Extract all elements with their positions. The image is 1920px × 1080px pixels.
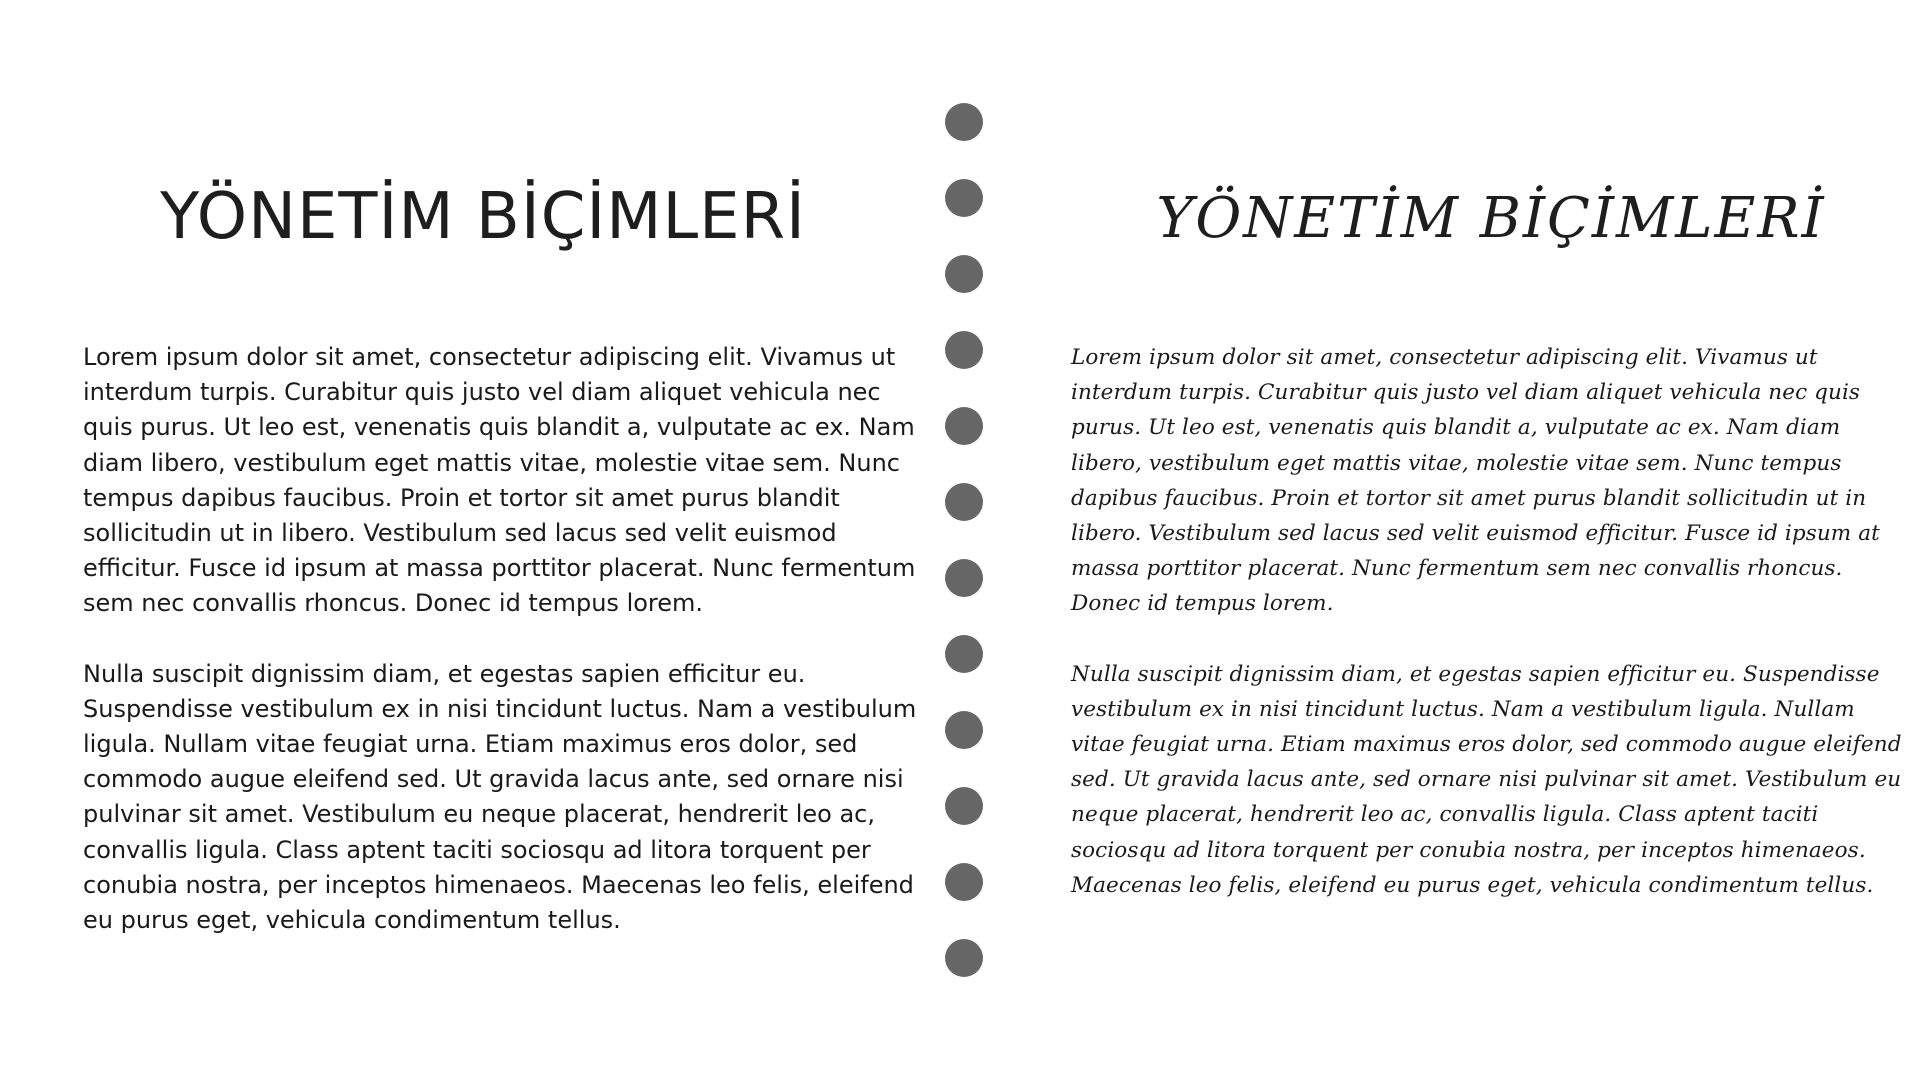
divider-dot <box>945 635 983 673</box>
divider-dot <box>945 711 983 749</box>
divider-dot <box>945 407 983 445</box>
left-paragraph-1: Lorem ipsum dolor sit amet, consectetur adipiscing elit. Vivamus ut interdum turpis. Curabitur quis justo vel diam aliquet vehicula nec quis purus. Ut leo est, venenatis quis blandit a, vulputate ac ex. Nam diam libero, vestibulum eget mattis vitae, molestie vitae sem. Nunc tempus dapibus faucibus. Proin et tortor sit amet purus blandit sollicitudin ut in libero. Vestibulum sed lacus sed velit euismod efficitur. Fusce id ipsum at massa porttitor placerat. Nunc fermentum sem nec convallis rhoncus. Donec id tempus lorem. <box>83 343 916 618</box>
right-title: YÖNETİM BİÇİMLERİ <box>1156 186 1826 251</box>
right-paragraph-2: Nulla suscipit dignissim diam, et egestas sapien efficitur eu. Suspendisse vestibulum ex in nisi tincidunt luctus. Nam a vestibulum ligula. Nullam vitae feugiat urna. Etiam maximus eros dolor, sed commodo augue eleifend sed. Ut gravida lacus ante, sed ornare nisi pulvinar sit amet. Vestibulum eu neque placerat, hendrerit leo ac, convallis ligula. Class aptent taciti sociosqu ad litora torquent per conubia nostra, per inceptos himenaeos. Maecenas leo felis, eleifend eu purus eget, vehicula condimentum tellus. <box>1071 661 1902 898</box>
divider-dot <box>945 331 983 369</box>
left-paragraph-2: Nulla suscipit dignissim diam, et egestas sapien efficitur eu. Suspendisse vestibulum ex in nisi tincidunt luctus. Nam a vestibulum ligula. Nullam vitae feugiat urna. Etiam maximus eros dolor, sed commodo augue eleifend sed. Ut gravida lacus ante, sed ornare nisi pulvinar sit amet. Vestibulum eu neque placerat, hendrerit leo ac, convallis ligula. Class aptent taciti sociosqu ad litora torquent per conubia nostra, per inceptos himenaeos. Maecenas leo felis, eleifend eu purus eget, vehicula condimentum tellus. <box>83 659 917 935</box>
dotted-divider <box>945 103 985 983</box>
left-title: YÖNETİM BİÇİMLERİ <box>160 180 806 254</box>
divider-dot <box>945 939 983 977</box>
divider-dot <box>945 103 983 141</box>
divider-dot <box>945 787 983 825</box>
right-paragraph-1: Lorem ipsum dolor sit amet, consectetur adipiscing elit. Vivamus ut interdum turpis. Curabitur quis justo vel diam aliquet vehicula nec quis purus. Ut leo est, venenatis quis blandit a, vulputate ac ex. Nam diam libero, vestibulum eget mattis vitae, molestie vitae sem. Nunc tempus dapibus faucibus. Proin et tortor sit amet purus blandit sollicitudin ut in libero. Vestibulum sed lacus sed velit euismod efficitur. Fusce id ipsum at massa porttitor placerat. Nunc fermentum sem nec convallis rhoncus. Donec id tempus lorem. <box>1071 345 1880 617</box>
divider-dot <box>945 863 983 901</box>
right-body <box>1071 340 1911 938</box>
left-body <box>83 340 923 973</box>
divider-dot <box>945 255 983 293</box>
divider-dot <box>945 179 983 217</box>
divider-dot <box>945 483 983 521</box>
divider-dot <box>945 559 983 597</box>
